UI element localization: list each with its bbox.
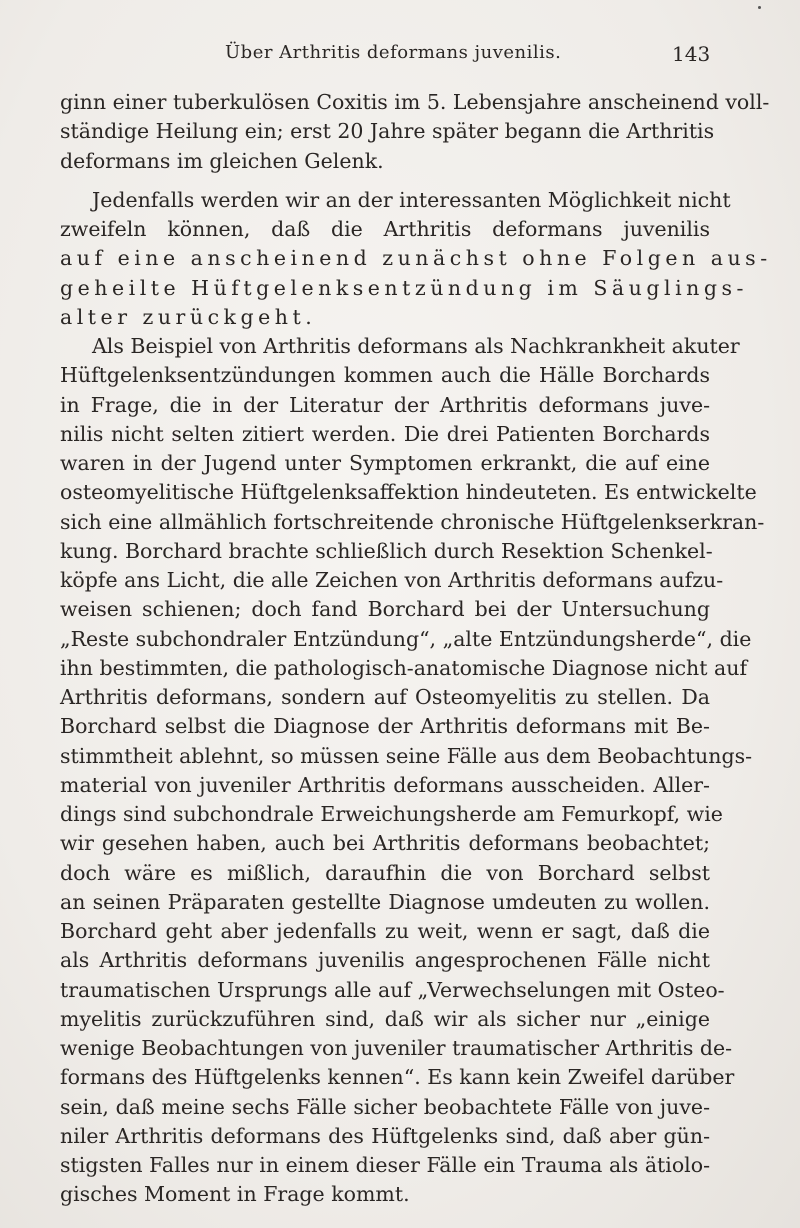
text-line: stigsten Falles nur in einem dieser Fälle ein Trauma als ätiolo- bbox=[60, 1153, 710, 1177]
spaced-text-line: auf eine anscheinend zunächst ohne Folgen aus- bbox=[60, 246, 772, 271]
text-line: zweifeln können, daß die Arthritis deformans juvenilis bbox=[60, 217, 710, 241]
paragraph-3 bbox=[60, 332, 765, 1210]
text-line: weisen schienen; doch fand Borchard bei der Untersuchung bbox=[60, 597, 710, 622]
text-line: myelitis zurückzuführen sind, daß wir als sicher nur „einige bbox=[60, 1006, 710, 1031]
body-text bbox=[60, 88, 772, 1210]
text-line: an seinen Präparaten gestellte Diagnose umdeuten zu wollen. bbox=[60, 889, 710, 914]
text-line: ihn bestimmten, die pathologisch-anatomische Diagnose nicht auf bbox=[60, 655, 748, 680]
spaced-text-line: alter zurückgeht. bbox=[60, 304, 317, 329]
text-line: Borchard geht aber jedenfalls zu weit, wenn er sagt, daß die bbox=[60, 919, 710, 943]
text-line: in Frage, die in der Literatur der Arthritis deformans juve- bbox=[60, 392, 710, 417]
text-line: stimmtheit ablehnt, so müssen seine Fälle aus dem Beobachtungs- bbox=[60, 743, 753, 768]
page-number: 143 bbox=[672, 42, 711, 66]
text-line: wir gesehen haben, auch bei Arthritis deformans beobachtet; bbox=[60, 831, 710, 856]
text-line: Borchard selbst die Diagnose der Arthritis deformans mit Be- bbox=[60, 714, 710, 739]
paragraph-2 bbox=[60, 186, 772, 332]
text-line: waren in der Jugend unter Symptomen erkrankt, die auf eine bbox=[60, 451, 710, 475]
text-line: ständige Heilung ein; erst 20 Jahre später begann die Arthritis bbox=[60, 119, 715, 144]
text-line: Jedenfalls werden wir an der interessanten Möglichkeit nicht bbox=[92, 187, 731, 212]
text-line: sich eine allmählich fortschreitende chronische Hüftgelenkserkran- bbox=[60, 509, 765, 534]
ink-speck bbox=[758, 6, 761, 9]
paragraph-1 bbox=[60, 88, 770, 176]
text-line: kung. Borchard brachte schließlich durch Resektion Schenkel- bbox=[60, 538, 713, 563]
text-line: gisches Moment in Frage kommt. bbox=[60, 1182, 410, 1207]
text-line: wenige Beobachtungen von juveniler traumatischer Arthritis de- bbox=[60, 1036, 733, 1060]
text-line: osteomyelitische Hüftgelenksaffektion hindeuteten. Es entwickelte bbox=[60, 480, 757, 505]
text-line: material von juveniler Arthritis deformans ausscheiden. Aller- bbox=[60, 772, 710, 797]
paragraph-gap bbox=[60, 176, 710, 186]
text-line: „Reste subchondraler Entzündung“, „alte Entzündungsherde“, die bbox=[60, 626, 752, 651]
text-line: nilis nicht selten zitiert werden. Die drei Patienten Borchards bbox=[60, 421, 710, 446]
text-line: doch wäre es mißlich, daraufhin die von Borchard selbst bbox=[60, 860, 710, 885]
text-line: Hüftgelenksentzündungen kommen auch die Hälle Borchards bbox=[60, 363, 710, 388]
text-line: niler Arthritis deformans des Hüftgelenks sind, daß aber gün- bbox=[60, 1123, 710, 1148]
text-line: ginn einer tuberkulösen Coxitis im 5. Lebensjahre anscheinend voll- bbox=[60, 90, 770, 114]
text-line: als Arthritis deformans juvenilis angesprochenen Fälle nicht bbox=[60, 948, 710, 973]
running-title: Über Arthritis deformans juvenilis. bbox=[225, 42, 562, 63]
page-header bbox=[0, 42, 800, 82]
text-line: dings sind subchondrale Erweichungsherde am Femurkopf, wie bbox=[60, 802, 723, 826]
spaced-text-line: geheilte Hüftgelenksentzündung im Säuglings- bbox=[60, 275, 748, 300]
text-line: deformans im gleichen Gelenk. bbox=[60, 148, 384, 173]
text-line: formans des Hüftgelenks kennen“. Es kann kein Zweifel darüber bbox=[60, 1065, 735, 1090]
text-line: köpfe ans Licht, die alle Zeichen von Arthritis deformans aufzu- bbox=[60, 568, 724, 592]
text-line: Arthritis deformans, sondern auf Osteomyelitis zu stellen. Da bbox=[60, 685, 710, 709]
text-line: Als Beispiel von Arthritis deformans als Nachkrankheit akuter bbox=[92, 334, 740, 358]
text-line: sein, daß meine sechs Fälle sicher beobachtete Fälle von juve- bbox=[60, 1094, 710, 1119]
text-line: traumatischen Ursprungs alle auf „Verwechselungen mit Osteo- bbox=[60, 977, 725, 1002]
